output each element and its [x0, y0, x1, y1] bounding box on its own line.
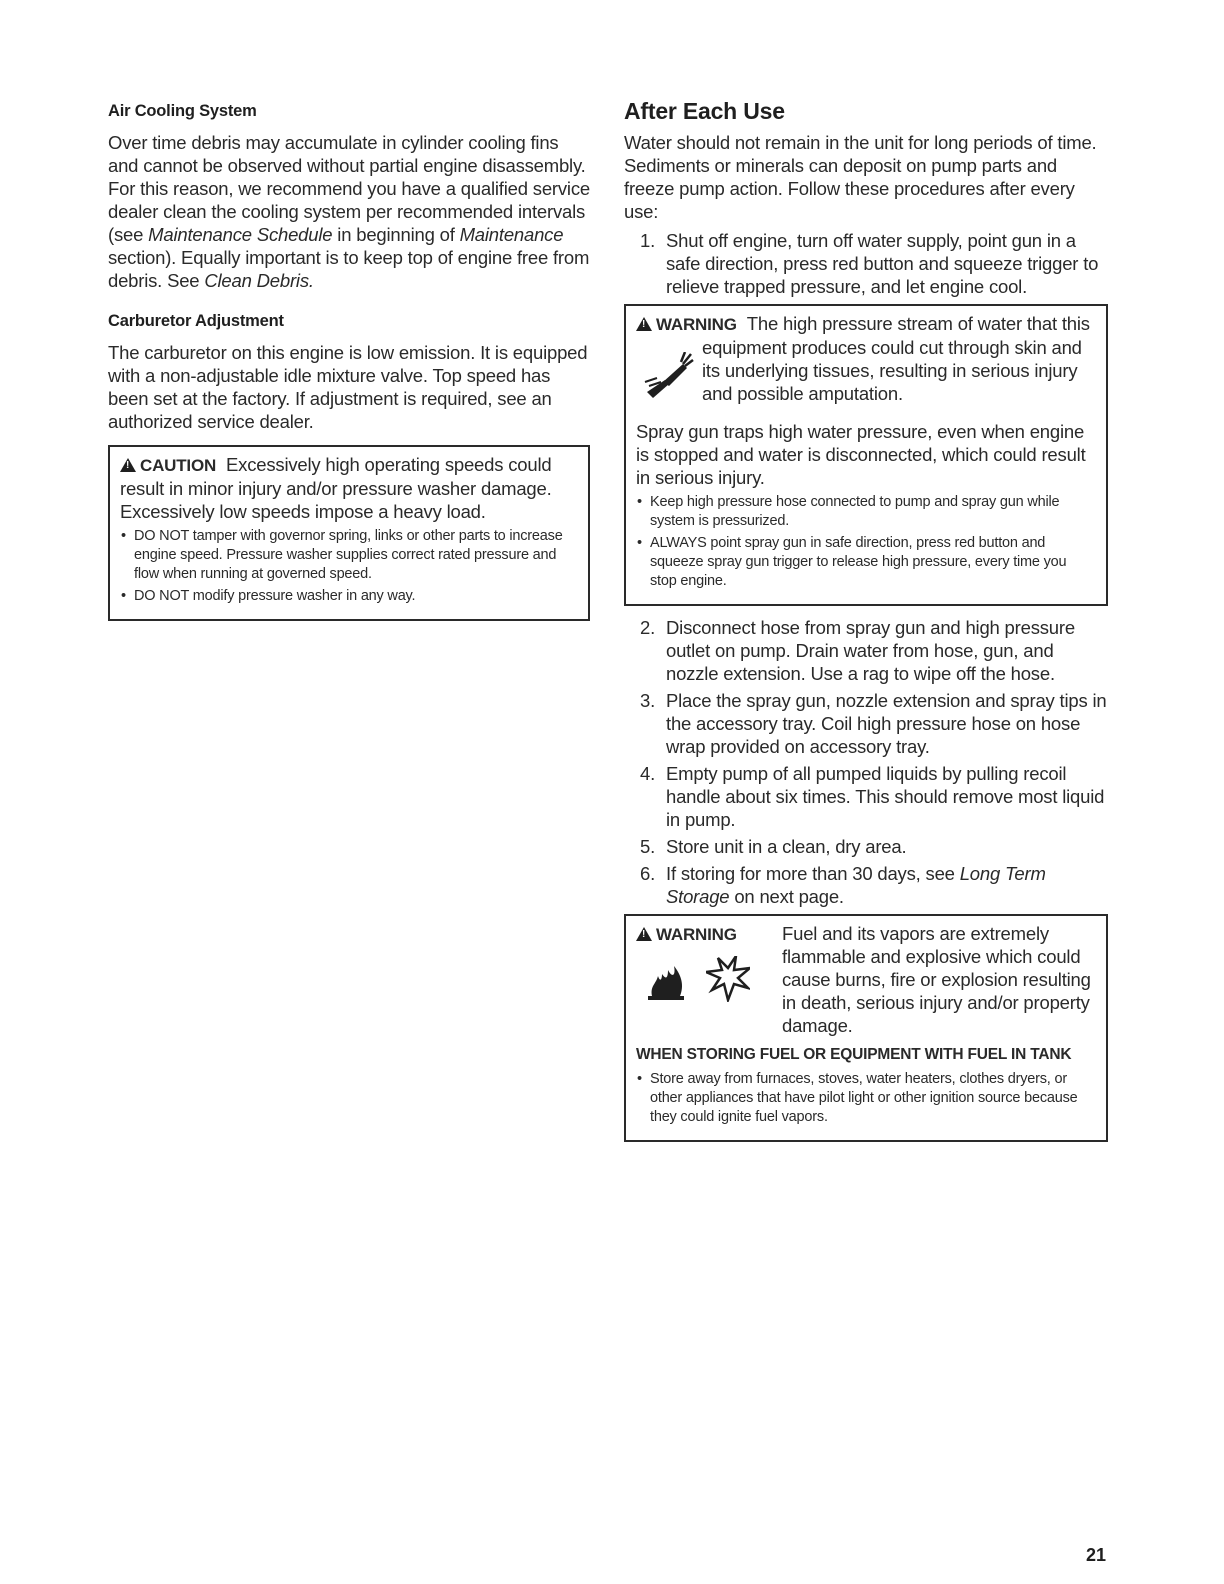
list-item: • Keep high pressure hose connected to pump and spray gun while system is pressurized. — [636, 493, 1096, 531]
warning-lead: The high pressure stream of water that this equipment produces could cut through skin and its underlying tissues, resulting in serious injury and possible amputation. — [702, 313, 1090, 404]
air-cooling-heading: Air Cooling System — [108, 102, 257, 120]
maintenance-ref: Maintenance — [459, 224, 564, 245]
list-item: 1. Shut off engine, turn off water supply, point gun in a safe direction, press red button and squeeze trigger to relieve trapped pressure, and let engine cool. — [640, 230, 1099, 297]
warning-signal: !WARNING — [636, 315, 737, 334]
caution-text: Excessively high operating speeds could result in minor injury and/or pressure washer damage. Excessively low speeds impose a heavy load. — [120, 454, 552, 522]
fuel-storage-caps: WHEN STORING FUEL OR EQUIPMENT WITH FUEL IN TANK — [636, 1046, 1072, 1063]
warning-lead: Fuel and its vapors are extremely flammable and explosive which could cause burns, fire or explosion resulting in death, serious injury and/or property damage. — [782, 923, 1091, 1036]
caution-list — [120, 527, 578, 606]
caution-box — [108, 445, 590, 621]
alert-triangle-icon — [636, 927, 652, 941]
long-term-storage-ref: Long Term Storage — [666, 863, 1046, 907]
alert-triangle-icon — [120, 458, 136, 472]
list-item: • DO NOT tamper with governor spring, links or other parts to increase engine speed. Pressure washer supplies correct rated pressure and flow when running at governed speed. — [120, 527, 578, 584]
after-each-use-intro: Water should not remain in the unit for long periods of time. Sediments or minerals can deposit on pump parts and freeze pump action. Follow these procedures after every use: — [624, 132, 1097, 222]
steps-list-b — [624, 616, 1108, 908]
air-cooling-text: Over time debris may accumulate in cylinder cooling fins and cannot be observed without partial engine disassembly. For this reason, we recommend you have a qualified service dealer clean the cooling system per recommended intervals (see Maintenance Schedule in beginning of Maintenance section). Equally important is to keep top of engine free from debris. See Clean Debris. — [108, 132, 590, 291]
alert-triangle-icon — [636, 317, 652, 331]
fire-icon — [644, 956, 688, 1007]
high-pressure-spray-icon — [636, 334, 702, 420]
warning-signal: !WARNING — [636, 925, 737, 944]
left-column — [108, 100, 590, 621]
right-column — [624, 100, 1108, 1142]
list-item: 3. Place the spray gun, nozzle extension and spray tips in the accessory tray. Coil high pressure hose on hose wrap provided on accessory tray. — [640, 690, 1107, 757]
warning-list — [636, 493, 1096, 591]
list-item: 6. If storing for more than 30 days, see Long Term Storage on next page. — [640, 863, 1046, 907]
list-item: • DO NOT modify pressure washer in any way. — [120, 587, 578, 606]
list-item: 5. Store unit in a clean, dry area. — [640, 836, 907, 857]
carburetor-text: The carburetor on this engine is low emission. It is equipped with a non-adjustable idle mixture valve. Top speed has been set at the factory. If adjustment is required, see an authorized service dealer. — [108, 342, 588, 432]
clean-debris-ref: Clean Debris. — [204, 270, 314, 291]
warning-box-fuel — [624, 914, 1108, 1142]
warning-box-pressure — [624, 304, 1108, 606]
steps-list-a — [624, 229, 1108, 298]
carburetor-heading: Carburetor Adjustment — [108, 312, 284, 330]
list-item: 4. Empty pump of all pumped liquids by pulling recoil handle about six times. This should remove most liquid in pump. — [640, 763, 1105, 830]
caution-signal: !CAUTION — [120, 456, 216, 475]
after-each-use-heading: After Each Use — [624, 98, 785, 124]
page-number: 21 — [1085, 1545, 1106, 1565]
list-item: • ALWAYS point spray gun in safe direction, press red button and squeeze spray gun trigger to release high pressure, every time you stop engine. — [636, 534, 1096, 591]
list-item: 2. Disconnect hose from spray gun and high pressure outlet on pump. Drain water from hose, gun, and nozzle extension. Use a rag to wipe off the hose. — [640, 617, 1075, 684]
explosion-icon — [706, 956, 750, 1007]
warning-text: Spray gun traps high water pressure, even when engine is stopped and water is disconnected, which could result in serious injury. — [636, 421, 1086, 488]
list-item: • Store away from furnaces, stoves, water heaters, clothes dryers, or other appliances that have pilot light or other ignition source because they could ignite fuel vapors. — [636, 1070, 1096, 1127]
maintenance-schedule-ref: Maintenance Schedule — [148, 224, 333, 245]
warning-list — [636, 1070, 1096, 1127]
